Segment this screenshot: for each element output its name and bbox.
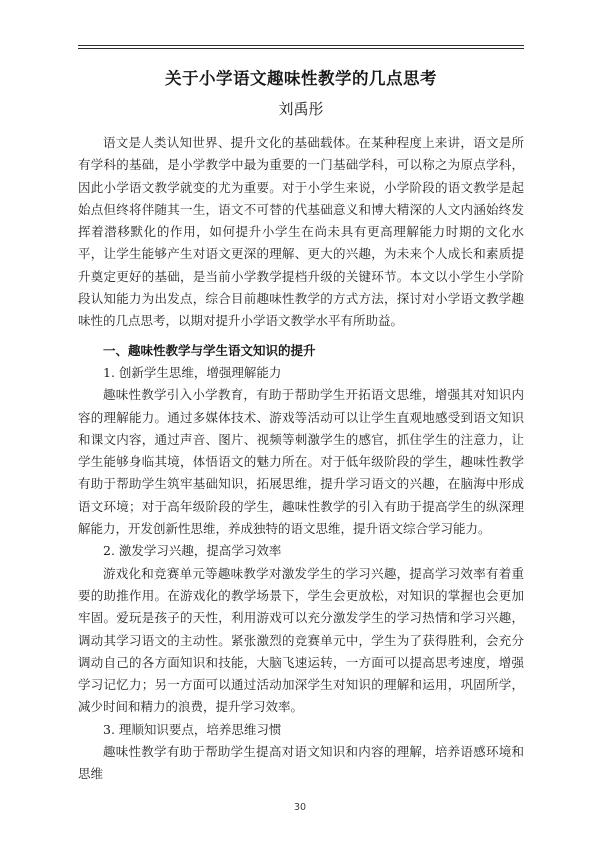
header-rule bbox=[78, 45, 524, 49]
intro-paragraph: 语文是人类认知世界、提升文化的基础载体。在某种程度上来讲，语文是所有学科的基础，是小学教学中最为重要的一门基础学科，可以称之为原点学科，因此小学语文教学就变的尤为重要。对于小学生来说，小学阶段的语文教学是起始点但终将伴随其一生，语文不可替的代基础意义和博大精深的人文内涵始终发挥着潜移默化的作用，如何提升小学生在尚未具有更高理解能力时期的文化水平，让学生能够产生对语文更深的理解、更大的兴趣，为未来个人成长和素质提升奠定更好的基础，是当前小学教学提档升级的关键环节。本文以小学生小学阶段认知能力为出发点，综合目前趣味性教学的方式方法，探讨对小学语文教学趣味性的几点思考，以期对提升小学语文教学水平有所助益。 bbox=[78, 135, 524, 329]
article-title: 关于小学语文趣味性教学的几点思考 bbox=[165, 69, 437, 88]
body-paragraph-3: 趣味性教学有助于帮助学生提高对语文知识和内容的理解，培养语感环境和思维 bbox=[78, 744, 524, 782]
document-content bbox=[78, 68, 524, 786]
page-number: 30 bbox=[293, 802, 307, 813]
article-author: 刘禹彤 bbox=[278, 100, 324, 118]
body-paragraph-1: 趣味性教学引入小学教育，有助于帮助学生开拓语文思维，增强其对知识内容的理解能力。通过多媒体技术、游戏等活动可以让学生直观地感受到语文知识和课文内容，通过声音、图片、视频等刺激学生的感官，抓住学生的注意力，让学生能够身临其境，体悟语文的魅力所在。对于低年级阶段的学生，趣味性教学有助于帮助学生筑牢基础知识，拓展思维，提升学习语文的兴趣，在脑海中形成语文环境；对于高年级阶段的学生，趣味性教学的引入有助于提高学生的纵深理解能力，开发创新性思维，养成独特的语文思维，提升语文综合学习能力。 bbox=[78, 387, 524, 537]
body-paragraph-2: 游戏化和竞赛单元等趣味教学对激发学生的学习兴趣，提高学习效率有着重要的助推作用。在游戏化的教学场景下，学生会更放松，对知识的掌握也会更加牢固。爱玩是孩子的天性，利用游戏可以充分激发学生的学习热情和学习兴趣，调动其学习语文的主动性。紧张激烈的竞赛单元中，学生为了获得胜利，会充分调动自己的各方面知识和技能，大脑飞速运转，一方面可以提高思考速度，增强学习记忆力；另一方面可以通过活动加深学生对知识的理解和运用，巩固所学，减少时间和精力的浪费，提升学习效率。 bbox=[78, 565, 524, 715]
section-heading-1: 一、趣味性教学与学生语文知识的提升 bbox=[103, 342, 316, 358]
subsection-heading-2: 2. 激发学习兴趣，提高学习效率 bbox=[103, 543, 282, 559]
subsection-heading-3: 3. 理顺知识要点，培养思维习惯 bbox=[103, 721, 282, 737]
subsection-heading-1: 1. 创新学生思维，增强理解能力 bbox=[103, 364, 282, 380]
